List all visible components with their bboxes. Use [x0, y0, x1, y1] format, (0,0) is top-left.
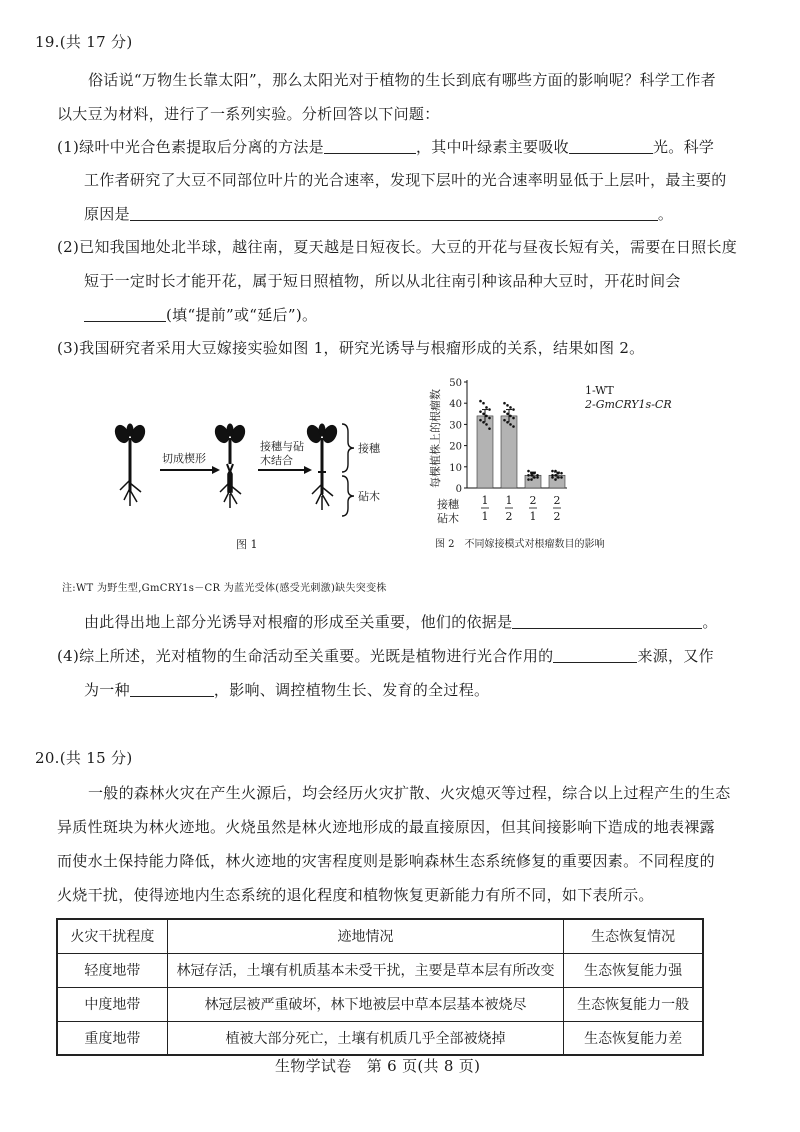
table-row	[57, 953, 703, 987]
figure-2-bar-chart	[425, 370, 675, 555]
answer-blank-4[interactable]	[84, 306, 166, 322]
q19-part1-line3: 原因是 。	[84, 205, 674, 223]
chart-y-tick-label: 50	[449, 378, 462, 389]
chart-y-tick-label: 0	[455, 484, 462, 495]
q19-part1-line1: (1)绿叶中光合色素提取后分离的方法是 ，其中叶绿素主要吸收 光。科学	[57, 138, 715, 156]
chart-point	[530, 478, 533, 481]
chart-point	[488, 427, 491, 430]
table-cell: 生态恢复能力差	[564, 1021, 703, 1055]
chart-point	[482, 402, 485, 405]
chart-point	[482, 421, 485, 424]
chart-point	[509, 406, 512, 409]
fire-disturbance-table	[56, 918, 704, 1056]
chart-point	[509, 415, 512, 418]
chart-point	[560, 476, 563, 479]
chart-point	[485, 406, 488, 409]
table-cell: 重度地带	[57, 1021, 167, 1055]
q19-part2-line3: (填“提前”或“延后”)。	[84, 305, 317, 325]
plant-icon	[213, 423, 247, 508]
q19-part3-line2: 由此得出地上部分光诱导对根瘤的形成至关重要，他们的依据是 。	[84, 613, 718, 631]
answer-blank-6[interactable]	[553, 647, 637, 663]
chart-point	[533, 472, 536, 475]
chart-point	[488, 408, 491, 411]
answer-blank-3[interactable]	[130, 205, 658, 221]
chart-y-tick-label: 10	[449, 462, 462, 474]
chart-legend-mutant: 2-GmCRY1s-CR	[585, 398, 672, 411]
chart-point	[527, 470, 530, 473]
chart-x-label-scion: 1	[481, 494, 489, 507]
chart-x-label-scion: 1	[505, 494, 513, 507]
chart-x-label-scion: 2	[553, 494, 561, 507]
chart-point	[488, 417, 491, 420]
q19-part4-line2: 为一种 ，影响、调控植物生长、发育的全过程。	[84, 681, 490, 699]
table-cell: 生态恢复能力一般	[564, 987, 703, 1021]
brace-icon	[342, 476, 354, 516]
q19-intro-line1: 俗话说“万物生长靠太阳”，那么太阳光对于植物的生长到底有哪些方面的影响呢？科学工作者	[88, 71, 716, 89]
q19-part2-line1: (2)已知我国地处北半球，越往南，夏天越是日短夜长。大豆的开花与昼夜长短有关，需要在日照长度	[57, 238, 738, 256]
chart-point	[536, 476, 539, 479]
q20-para-line4: 火烧干扰，使得迹地内生态系统的退化程度和植物恢复更新能力有所不同，如下表所示。	[57, 886, 654, 904]
q20-header: 20.(共 15 分)	[35, 749, 133, 767]
chart-point	[512, 425, 515, 428]
fig1-rootstock-label: 砧木	[358, 490, 380, 503]
fig1-step2-label-a: 接穗与砧	[260, 440, 304, 453]
table-header-row	[57, 919, 703, 953]
q19-intro-line2: 以大豆为材料，进行了一系列实验。分析回答以下问题：	[57, 105, 440, 123]
chart-caption: 图 2 不同嫁接模式对根瘤数目的影响	[435, 539, 605, 550]
answer-blank-5[interactable]	[512, 613, 702, 629]
table-cell: 中度地带	[57, 987, 167, 1021]
answer-blank-2[interactable]	[569, 138, 653, 154]
chart-point	[503, 419, 506, 422]
chart-point	[551, 476, 554, 479]
figure-1-grafting-diagram	[100, 420, 400, 550]
brace-icon	[342, 424, 354, 472]
q19-header: 19.(共 17 分)	[35, 33, 133, 51]
chart-point	[557, 476, 560, 479]
chart-point	[512, 417, 515, 420]
table-cell: 林冠层被严重破坏，林下地被层中草本层基本被烧尽	[167, 987, 564, 1021]
q20-para-line1: 一般的森林火灾在产生火源后，均会经历火灾扩散、火灾熄灭等过程，综合以上过程产生的生态	[88, 784, 731, 802]
chart-point	[533, 476, 536, 479]
table-row	[57, 987, 703, 1021]
chart-point	[479, 400, 482, 403]
chart-point	[527, 478, 530, 481]
chart-point	[551, 470, 554, 473]
table-cell: 植被大部分死亡，土壤有机质几乎全部被烧掉	[167, 1021, 564, 1055]
chart-row-label-rootstock: 砧木	[437, 512, 459, 525]
table-header-cell: 迹地情况	[167, 919, 564, 953]
chart-point	[482, 413, 485, 416]
chart-point	[512, 408, 515, 411]
fig1-caption: 图 1	[236, 538, 258, 550]
chart-x-label-rootstock: 2	[505, 510, 513, 523]
plant-icon	[305, 423, 339, 510]
chart-y-tick-label: 30	[449, 420, 462, 432]
chart-point	[554, 478, 557, 481]
chart-point	[557, 472, 560, 475]
chart-point	[509, 423, 512, 426]
table-row	[57, 1021, 703, 1055]
chart-x-label-rootstock: 1	[529, 510, 537, 523]
chart-point	[479, 410, 482, 413]
figure-note: 注:WT 为野生型,GmCRY1s－CR 为蓝光受体(感受光刺激)缺失突变株	[62, 583, 387, 594]
fig1-step1-label: 切成楔形	[162, 452, 206, 465]
chart-legend-wt: 1-WT	[585, 384, 614, 397]
chart-point	[503, 410, 506, 413]
chart-y-tick-label: 40	[449, 399, 462, 411]
chart-point	[530, 474, 533, 477]
q19-part4-line1: (4)综上所述，光对植物的生命活动至关重要。光既是植物进行光合作用的 来源，又作	[57, 647, 714, 665]
q20-para-line2: 异质性斑块为林火迹地。火烧虽然是林火迹地形成的最直接原因，但其间接影响下造成的地表裸露	[57, 818, 715, 836]
answer-blank-7[interactable]	[130, 681, 214, 697]
chart-point	[479, 419, 482, 422]
fig1-scion-label: 接穗	[358, 442, 380, 455]
chart-point	[485, 423, 488, 426]
chart-x-label-rootstock: 2	[553, 510, 561, 523]
chart-point	[485, 415, 488, 418]
chart-y-axis-label: 每棵植株上的根瘤数	[429, 389, 442, 488]
chart-point	[554, 470, 557, 473]
q20-para-line3: 而使水土保持能力降低，林火迹地的灾害程度则是影响森林生态系统修复的重要因素。不同程度的	[57, 852, 715, 870]
chart-point	[506, 421, 509, 424]
q19-part2-line2: 短于一定时长才能开花，属于短日照植物，所以从北往南引种该品种大豆时，开花时间会	[84, 272, 681, 290]
page-footer: 生物学试卷 第 6 页(共 8 页)	[275, 1057, 481, 1075]
answer-blank-1[interactable]	[324, 138, 416, 154]
fig1-step2-label-b: 木结合	[260, 454, 293, 467]
table-cell: 林冠存活，土壤有机质基本未受干扰，主要是草本层有所改变	[167, 953, 564, 987]
chart-point	[527, 474, 530, 477]
chart-row-label-scion: 接穗	[437, 498, 459, 511]
chart-point	[554, 474, 557, 477]
chart-x-label-rootstock: 1	[481, 510, 489, 523]
chart-bar	[477, 416, 493, 488]
plant-icon	[113, 423, 147, 506]
q19-part3-line1: (3)我国研究者采用大豆嫁接实验如图 1，研究光诱导与根瘤形成的关系，结果如图 2。	[57, 339, 645, 357]
chart-point	[560, 472, 563, 475]
chart-point	[506, 413, 509, 416]
table-cell: 轻度地带	[57, 953, 167, 987]
table-header-cell: 火灾干扰程度	[57, 919, 167, 953]
table-header-cell: 生态恢复情况	[564, 919, 703, 953]
chart-y-tick-label: 20	[449, 441, 462, 453]
chart-point	[506, 404, 509, 407]
q19-part1-line2: 工作者研究了大豆不同部位叶片的光合速率，发现下层叶的光合速率明显低于上层叶，最主要的	[84, 171, 727, 189]
table-cell: 生态恢复能力强	[564, 953, 703, 987]
chart-x-label-scion: 2	[529, 494, 537, 507]
chart-point	[503, 402, 506, 405]
